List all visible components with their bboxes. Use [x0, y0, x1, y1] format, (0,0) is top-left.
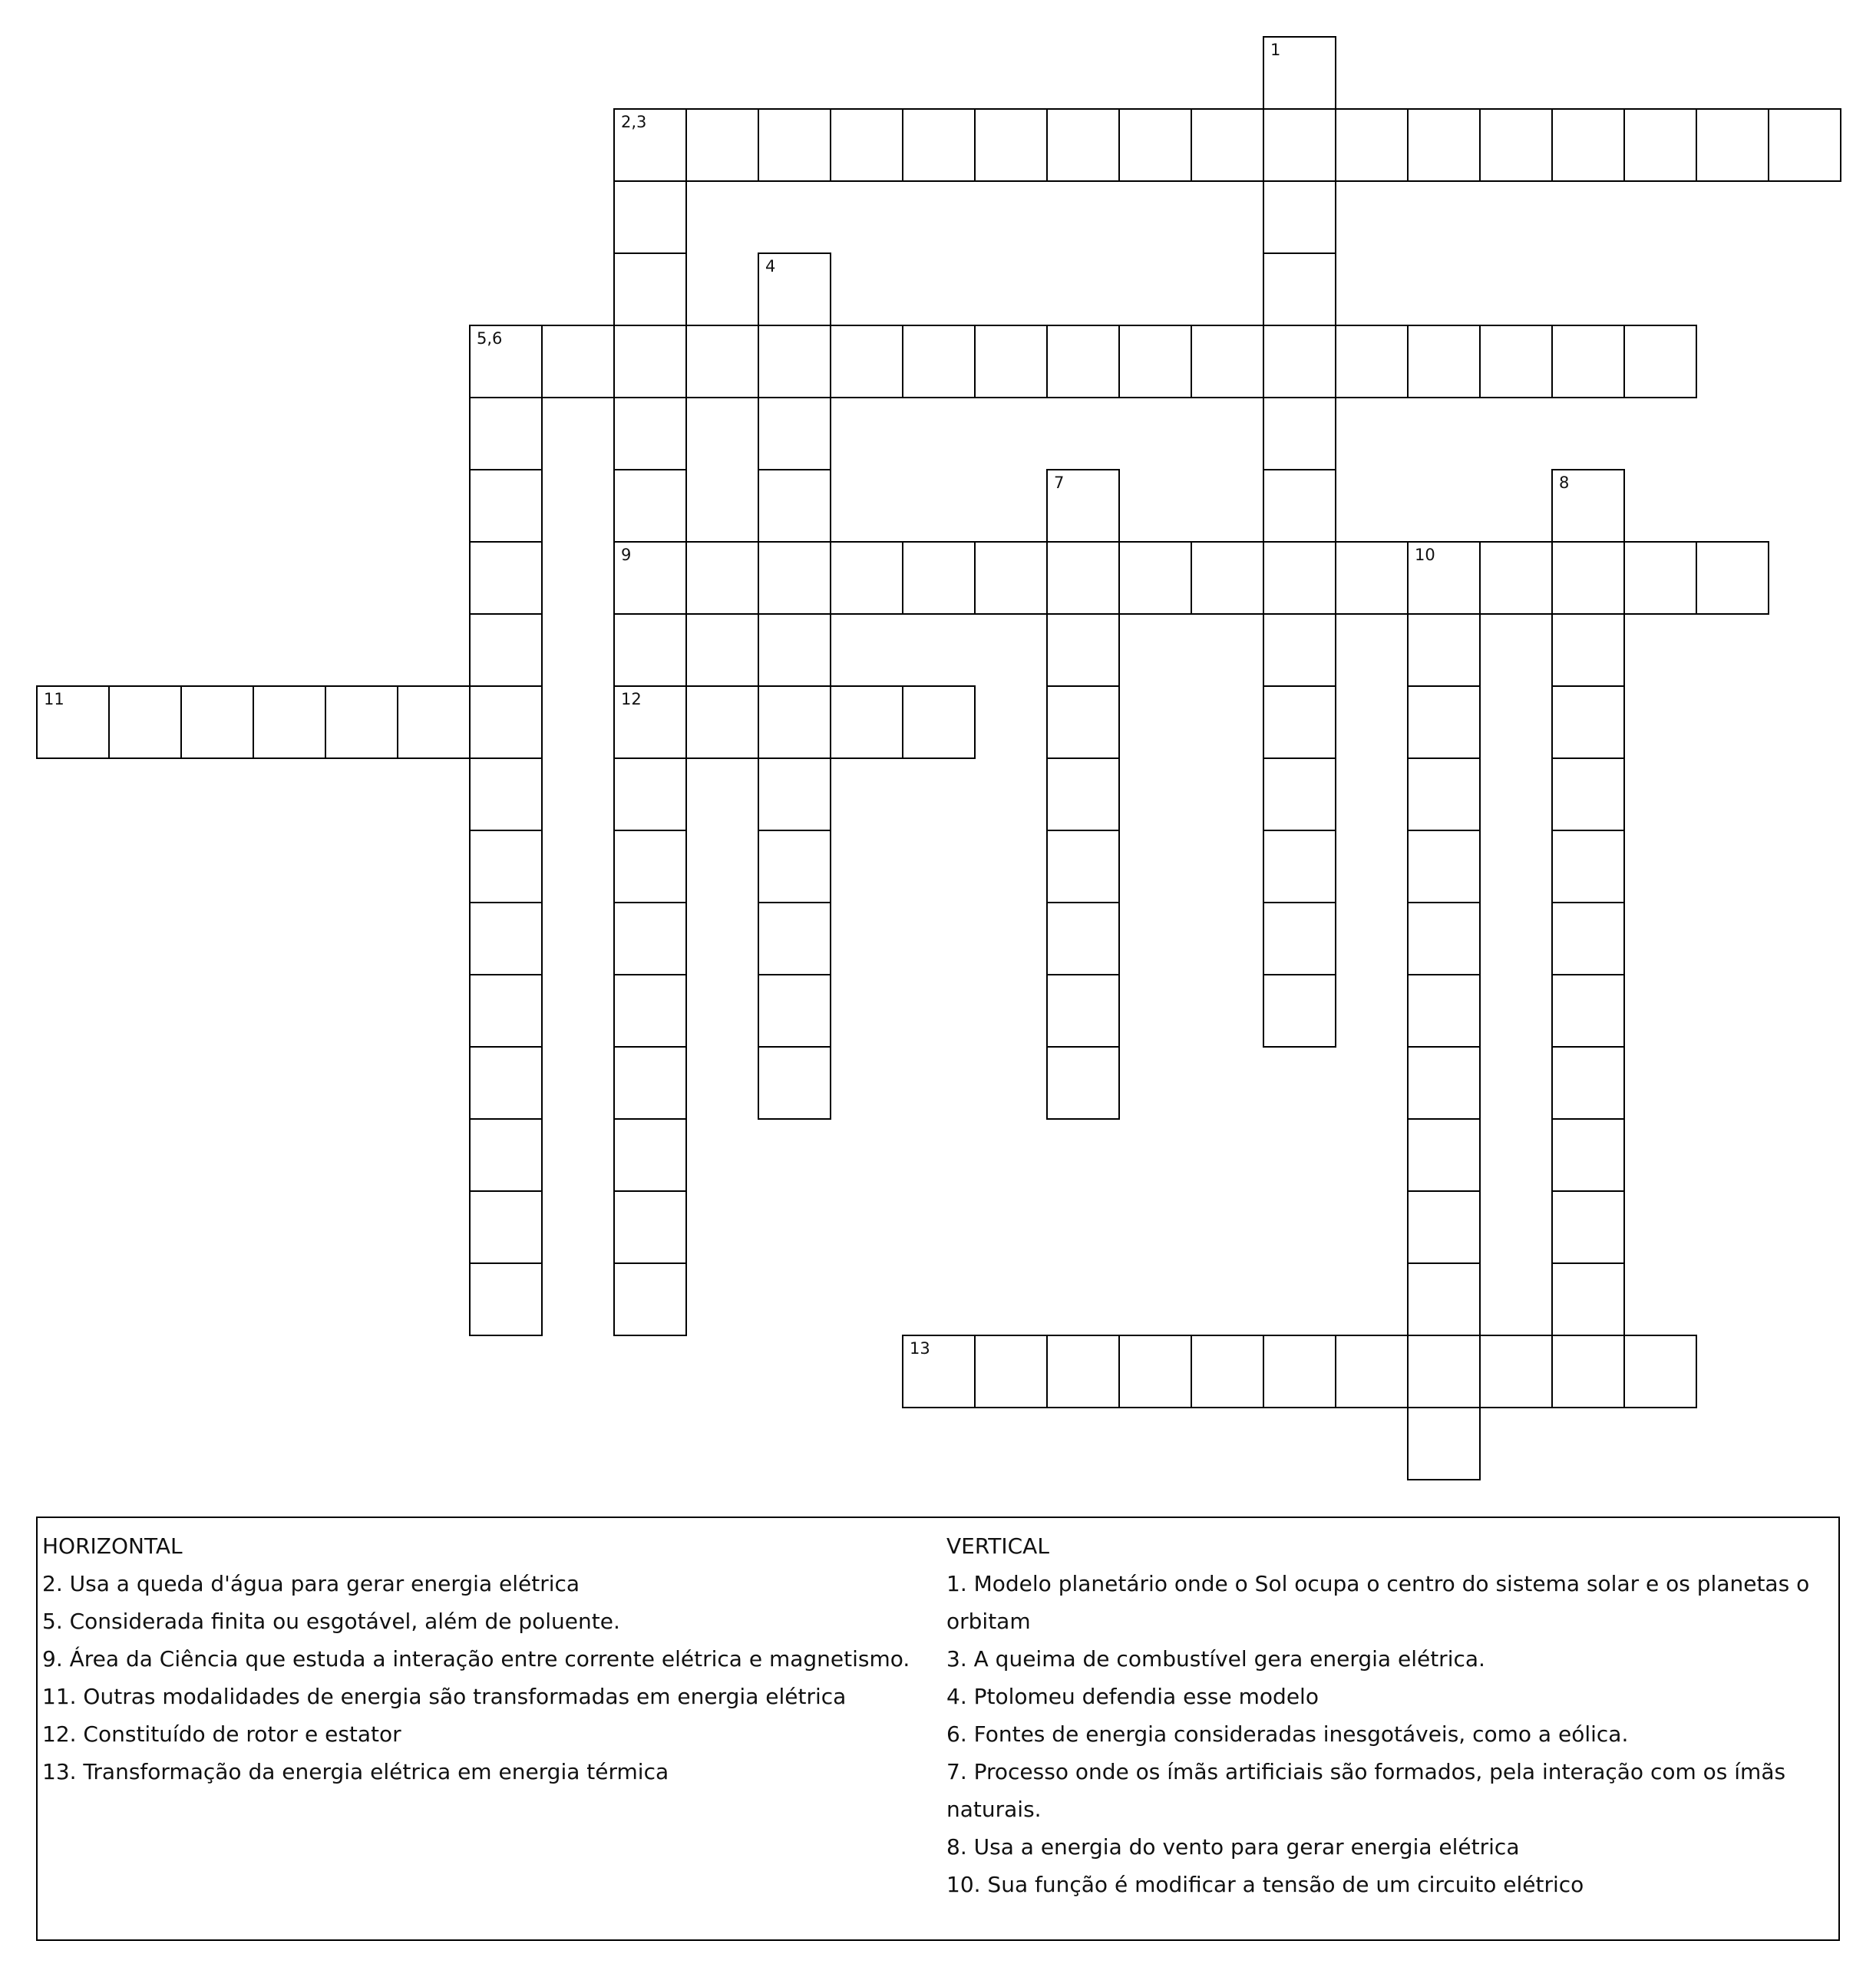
clue-horizontal-13: 13. Transformação da energia elétrica em energia térmica [42, 1759, 669, 1784]
crossword-cell[interactable] [1263, 902, 1336, 975]
crossword-cell[interactable] [758, 613, 831, 687]
crossword-cell[interactable] [902, 325, 976, 398]
crossword-cell[interactable] [1407, 757, 1481, 831]
clue-number: 9 [621, 546, 632, 564]
vertical-heading: VERTICAL [946, 1533, 1049, 1559]
crossword-cell[interactable] [1551, 613, 1625, 687]
clue-number: 2,3 [621, 113, 647, 131]
crossword-cell[interactable] [613, 613, 687, 687]
crossword-cell[interactable] [758, 469, 831, 543]
clue-vertical-10: 10. Sua função é modificar a tensão de um circuito elétrico [946, 1872, 1584, 1897]
crossword-cell[interactable] [397, 685, 471, 759]
crossword-cell[interactable] [758, 1046, 831, 1120]
crossword-cell[interactable] [613, 252, 687, 326]
crossword-cell[interactable] [974, 1335, 1048, 1408]
clue-number: 4 [765, 257, 776, 276]
crossword-cell[interactable] [1191, 108, 1264, 182]
crossword-cell[interactable] [974, 325, 1048, 398]
crossword-cell[interactable] [541, 325, 615, 398]
crossword-cell[interactable] [1407, 1190, 1481, 1264]
crossword-cell[interactable] [1551, 1118, 1625, 1192]
crossword-cell[interactable] [830, 685, 903, 759]
crossword-cell[interactable] [469, 469, 543, 543]
crossword-cell[interactable] [1046, 830, 1120, 903]
crossword-cell[interactable] [1263, 1335, 1336, 1408]
clue-horizontal-11: 11. Outras modalidades de energia são transformadas em energia elétrica [42, 1684, 847, 1709]
crossword-cell[interactable] [1768, 108, 1841, 182]
crossword-cell[interactable] [613, 541, 687, 615]
vertical-clues [946, 1527, 1814, 1903]
clue-number: 13 [910, 1339, 930, 1358]
crossword-cell[interactable] [613, 469, 687, 543]
crossword-cell[interactable] [1551, 1262, 1625, 1336]
clue-horizontal-2: 2. Usa a queda d'água para gerar energia elétrica [42, 1571, 580, 1596]
crossword-cell[interactable] [1263, 469, 1336, 543]
clue-number: 8 [1559, 474, 1570, 492]
crossword-cell[interactable] [613, 830, 687, 903]
crossword-cell[interactable] [758, 757, 831, 831]
crossword-cell[interactable] [758, 685, 831, 759]
crossword-cell[interactable] [1263, 830, 1336, 903]
crossword-cell[interactable] [1046, 108, 1120, 182]
crossword-cell[interactable] [830, 108, 903, 182]
clue-number: 12 [621, 690, 642, 708]
crossword-cell[interactable] [1407, 613, 1481, 687]
crossword-cell[interactable] [1263, 108, 1336, 182]
crossword-cell[interactable] [974, 108, 1048, 182]
crossword-cell[interactable] [758, 397, 831, 470]
crossword-cell[interactable] [1623, 108, 1697, 182]
crossword-cell[interactable] [758, 830, 831, 903]
crossword-cell[interactable] [108, 685, 182, 759]
crossword-cell[interactable] [1046, 325, 1120, 398]
crossword-cell[interactable] [1263, 541, 1336, 615]
crossword-cell[interactable] [758, 974, 831, 1048]
crossword-cell[interactable] [902, 685, 976, 759]
crossword-cell[interactable] [180, 685, 254, 759]
crossword-cell[interactable] [1263, 180, 1336, 254]
crossword-cell[interactable] [1335, 541, 1409, 615]
crossword-cell[interactable] [613, 1118, 687, 1192]
crossword-cell[interactable] [758, 541, 831, 615]
crossword-cell[interactable] [1407, 1046, 1481, 1120]
clue-number: 1 [1270, 41, 1281, 59]
crossword-cell[interactable] [1479, 1335, 1553, 1408]
clue-vertical-7: 7. Processo onde os ímãs artificiais são formados, pela interação com os ímãs naturais. [946, 1759, 1786, 1822]
crossword-cell[interactable] [1551, 1190, 1625, 1264]
crossword-cell[interactable] [1551, 974, 1625, 1048]
crossword-cell[interactable] [613, 902, 687, 975]
clue-horizontal-12: 12. Constituído de rotor e estator [42, 1721, 401, 1747]
crossword-cell[interactable] [1118, 108, 1192, 182]
crossword-cell[interactable] [1407, 902, 1481, 975]
crossword-cell[interactable] [685, 541, 759, 615]
crossword-cell[interactable] [902, 108, 976, 182]
crossword-cell[interactable] [758, 252, 831, 326]
crossword-cell[interactable] [1623, 1335, 1697, 1408]
clue-number: 7 [1054, 474, 1065, 492]
crossword-cell[interactable] [685, 325, 759, 398]
crossword-cell[interactable] [1623, 541, 1697, 615]
crossword-cell[interactable] [1407, 541, 1481, 615]
crossword-cell[interactable] [469, 1262, 543, 1336]
crossword-cell[interactable] [1118, 1335, 1192, 1408]
crossword-cell[interactable] [1407, 1262, 1481, 1336]
crossword-cell[interactable] [613, 108, 687, 182]
crossword-cell[interactable] [1479, 325, 1553, 398]
crossword-cell[interactable] [1551, 902, 1625, 975]
crossword-cell[interactable] [469, 1046, 543, 1120]
crossword-cell[interactable] [613, 397, 687, 470]
crossword-cell[interactable] [469, 757, 543, 831]
crossword-cell[interactable] [1407, 685, 1481, 759]
crossword-cell[interactable] [469, 830, 543, 903]
crossword-cell[interactable] [1551, 325, 1625, 398]
crossword-cell[interactable] [1407, 830, 1481, 903]
crossword-cell[interactable] [469, 685, 543, 759]
crossword-cell[interactable] [1696, 108, 1769, 182]
crossword-cell[interactable] [613, 685, 687, 759]
crossword-cell[interactable] [1479, 108, 1553, 182]
horizontal-heading: HORIZONTAL [42, 1533, 183, 1559]
crossword-cell[interactable] [1335, 1335, 1409, 1408]
crossword-cell[interactable] [1046, 902, 1120, 975]
crossword-cell[interactable] [1263, 613, 1336, 687]
crossword-cell[interactable] [613, 1190, 687, 1264]
crossword-cell[interactable] [1118, 541, 1192, 615]
crossword-cell[interactable] [1335, 108, 1409, 182]
crossword-cell[interactable] [830, 541, 903, 615]
crossword-cell[interactable] [1407, 1335, 1481, 1408]
crossword-cell[interactable] [1118, 325, 1192, 398]
crossword-cell[interactable] [469, 1118, 543, 1192]
crossword-cell[interactable] [325, 685, 398, 759]
crossword-cell[interactable] [1335, 325, 1409, 398]
crossword-cell[interactable] [1046, 469, 1120, 543]
crossword-cell[interactable] [1407, 974, 1481, 1048]
crossword-cell[interactable] [1407, 325, 1481, 398]
clue-vertical-6: 6. Fontes de energia consideradas inesgotáveis, como a eólica. [946, 1721, 1629, 1747]
crossword-cell[interactable] [1046, 541, 1120, 615]
crossword-cell[interactable] [1623, 325, 1697, 398]
crossword-cell[interactable] [1551, 1046, 1625, 1120]
clue-horizontal-5: 5. Considerada finita ou esgotável, além de poluente. [42, 1609, 620, 1634]
crossword-cell[interactable] [613, 974, 687, 1048]
crossword-cell[interactable] [469, 541, 543, 615]
crossword-cell[interactable] [613, 180, 687, 254]
crossword-cell[interactable] [469, 1190, 543, 1264]
crossword-cell[interactable] [830, 325, 903, 398]
crossword-cell[interactable] [758, 902, 831, 975]
crossword-cell[interactable] [1407, 1118, 1481, 1192]
clue-vertical-1: 1. Modelo planetário onde o Sol ocupa o centro do sistema solar e os planetas o orbitam [946, 1571, 1810, 1634]
crossword-cell[interactable] [613, 1262, 687, 1336]
crossword-cell[interactable] [1046, 757, 1120, 831]
crossword-cell[interactable] [1551, 469, 1625, 543]
crossword-cell[interactable] [469, 397, 543, 470]
crossword-cell[interactable] [1407, 108, 1481, 182]
crossword-cell[interactable] [1263, 974, 1336, 1048]
crossword-cell[interactable] [902, 541, 976, 615]
crossword-cell[interactable] [1551, 541, 1625, 615]
crossword-cell[interactable] [1551, 757, 1625, 831]
crossword-cell[interactable] [469, 325, 543, 398]
crossword-cell[interactable] [1263, 757, 1336, 831]
crossword-cell[interactable] [1263, 397, 1336, 470]
crossword-cell[interactable] [902, 1335, 976, 1408]
crossword-cell[interactable] [1191, 541, 1264, 615]
horizontal-clues [42, 1527, 917, 1791]
crossword-cell[interactable] [1046, 1046, 1120, 1120]
crossword-cell[interactable] [1407, 1407, 1481, 1480]
clue-number: 5,6 [477, 329, 503, 348]
crossword-cell[interactable] [1046, 613, 1120, 687]
clue-vertical-4: 4. Ptolomeu defendia esse modelo [946, 1684, 1319, 1709]
crossword-cell[interactable] [1046, 685, 1120, 759]
crossword-cell[interactable] [469, 902, 543, 975]
crossword-cell[interactable] [758, 325, 831, 398]
clue-horizontal-9: 9. Área da Ciência que estuda a interação entre corrente elétrica e magnetismo. [42, 1646, 910, 1672]
crossword-cell[interactable] [685, 108, 759, 182]
crossword-cell[interactable] [613, 1046, 687, 1120]
crossword-cell[interactable] [1263, 252, 1336, 326]
crossword-cell[interactable] [1479, 541, 1553, 615]
crossword-cell[interactable] [253, 685, 326, 759]
crossword-cell[interactable] [469, 613, 543, 687]
crossword-cell[interactable] [1696, 541, 1769, 615]
crossword-cell[interactable] [1191, 325, 1264, 398]
crossword-cell[interactable] [974, 541, 1048, 615]
crossword-cell[interactable] [1263, 36, 1336, 110]
crossword-cell[interactable] [1191, 1335, 1264, 1408]
crossword-cell[interactable] [1551, 1335, 1625, 1408]
clue-number: 11 [44, 690, 64, 708]
crossword-cell[interactable] [1551, 830, 1625, 903]
crossword-cell[interactable] [1263, 685, 1336, 759]
crossword-cell[interactable] [1551, 108, 1625, 182]
crossword-cell[interactable] [469, 974, 543, 1048]
crossword-cell[interactable] [758, 108, 831, 182]
crossword-cell[interactable] [36, 685, 110, 759]
crossword-cell[interactable] [613, 325, 687, 398]
crossword-cell[interactable] [1046, 1335, 1120, 1408]
clue-number: 10 [1415, 546, 1435, 564]
crossword-cell[interactable] [1046, 974, 1120, 1048]
crossword-cell[interactable] [1551, 685, 1625, 759]
crossword-cell[interactable] [613, 757, 687, 831]
clues-box [36, 1517, 1840, 1941]
clue-vertical-8: 8. Usa a energia do vento para gerar energia elétrica [946, 1834, 1520, 1860]
crossword-cell[interactable] [1263, 325, 1336, 398]
clue-vertical-3: 3. A queima de combustível gera energia elétrica. [946, 1646, 1485, 1672]
crossword-cell[interactable] [685, 685, 759, 759]
